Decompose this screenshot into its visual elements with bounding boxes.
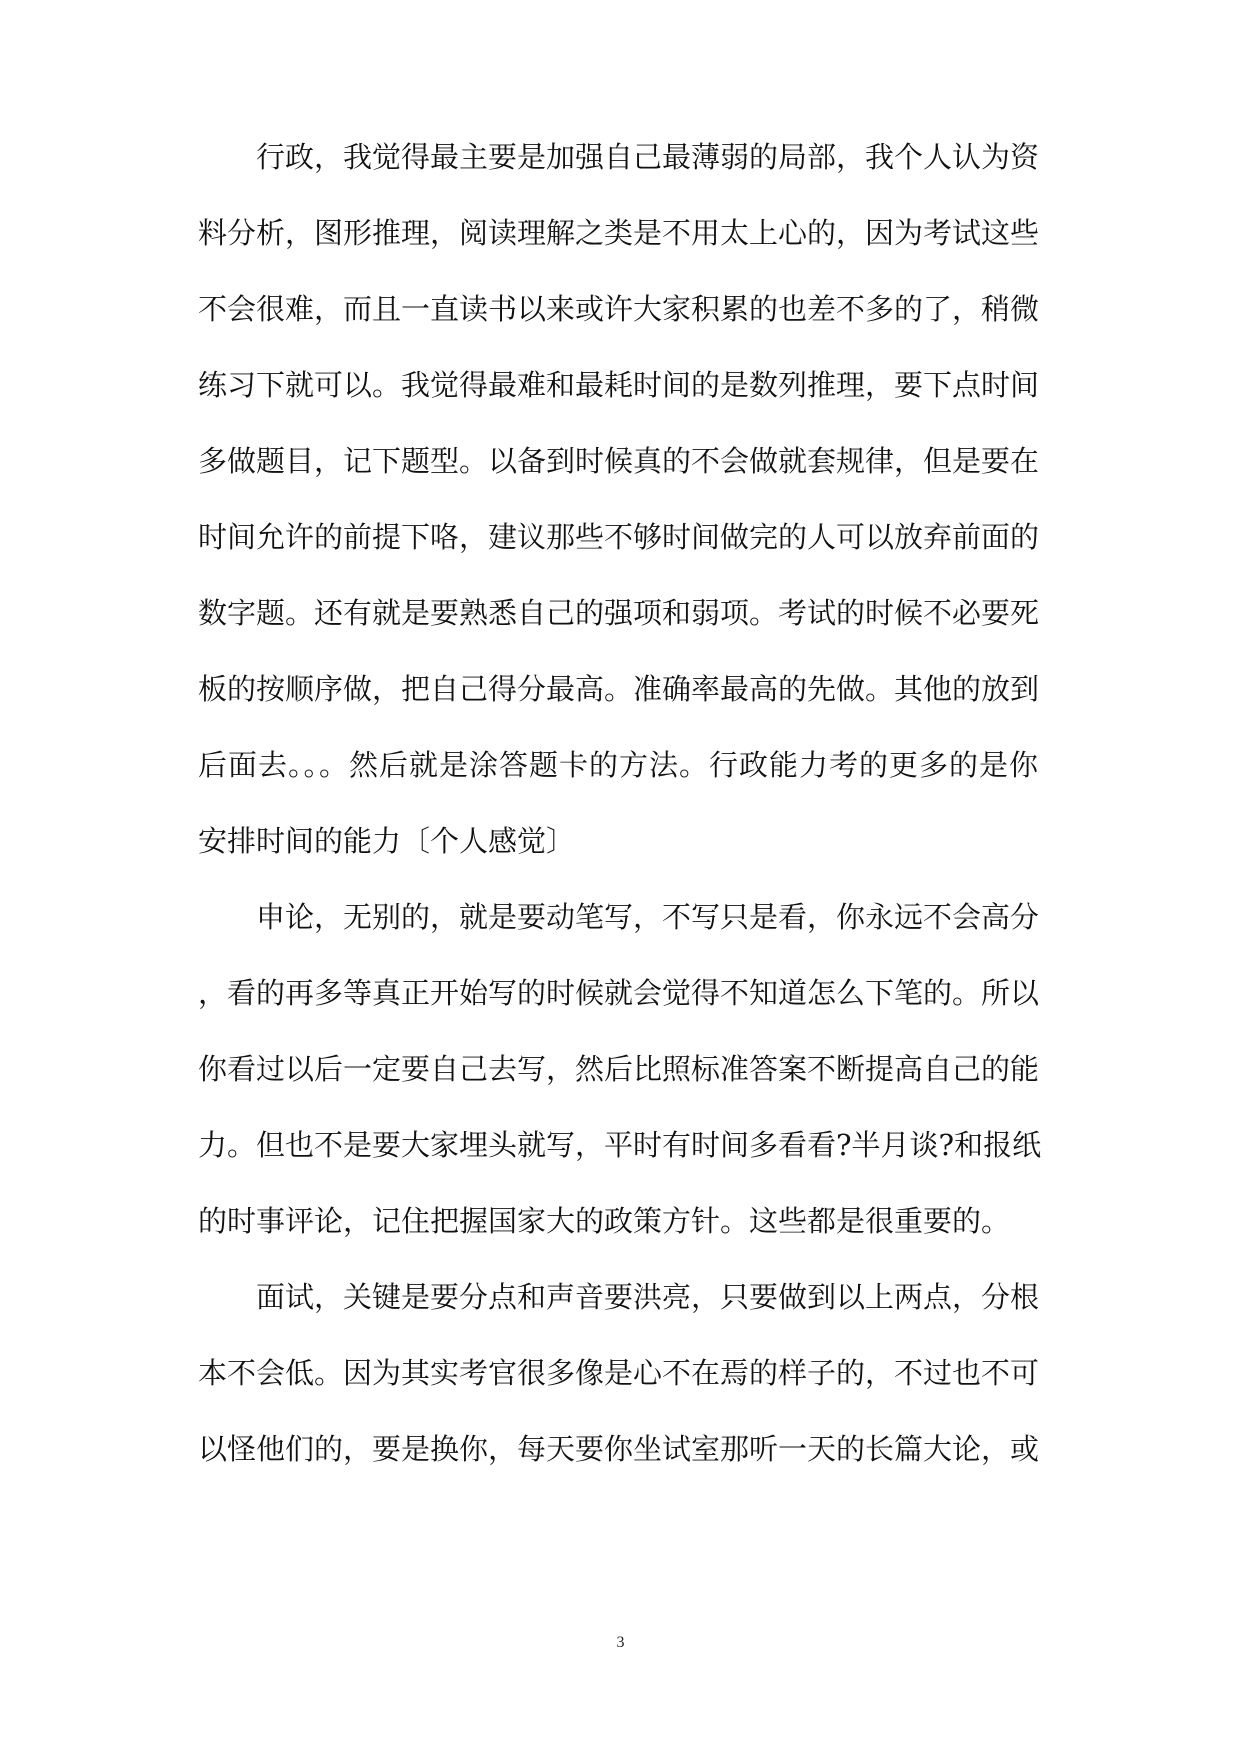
paragraph-line: 行政，我觉得最主要是加强自己最薄弱的局部，我个人认为资 bbox=[256, 140, 1040, 174]
paragraph-line: 时间允许的前提下咯，建议那些不够时间做完的人可以放弃前面的 bbox=[198, 520, 1040, 554]
paragraph-line: ，看的再多等真正开始写的时候就会觉得不知道怎么下笔的。所以 bbox=[198, 976, 1040, 1010]
paragraph-line: 力。但也不是要大家埋头就写，平时有时间多看看?半月谈?和报纸 bbox=[198, 1128, 1042, 1162]
paragraph-line: 多做题目，记下题型。以备到时候真的不会做就套规律，但是要在 bbox=[198, 444, 1040, 478]
paragraph-line: 以怪他们的，要是换你，每天要你坐试室那听一天的长篇大论，或 bbox=[198, 1432, 1040, 1466]
body-text bbox=[198, 138, 1042, 1506]
paragraph-line: 的时事评论，记住把握国家大的政策方针。这些都是很重要的。 bbox=[198, 1204, 1011, 1238]
paragraph-line: 练习下就可以。我觉得最难和最耗时间的是数列推理，要下点时间 bbox=[198, 368, 1040, 402]
paragraph-line: 你看过以后一定要自己去写，然后比照标准答案不断提高自己的能 bbox=[198, 1052, 1040, 1086]
paragraph-line: 板的按顺序做，把自己得分最高。准确率最高的先做。其他的放到 bbox=[198, 672, 1040, 706]
paragraph-line: 料分析，图形推理，阅读理解之类是不用太上心的，因为考试这些 bbox=[198, 216, 1040, 250]
paragraph-line: 申论，无别的，就是要动笔写，不写只是看，你永远不会高分 bbox=[256, 900, 1040, 934]
paragraph-line: 本不会低。因为其实考官很多像是心不在焉的样子的，不过也不可 bbox=[198, 1356, 1040, 1390]
paragraph-line: 安排时间的能力〔个人感觉〕 bbox=[198, 824, 576, 858]
paragraph-line: 后面去。。。然后就是涂答题卡的方法。行政能力考的更多的是你 bbox=[198, 748, 1038, 782]
paragraph-line: 不会很难，而且一直读书以来或许大家积累的也差不多的了，稍微 bbox=[198, 292, 1040, 326]
page-number: 3 bbox=[616, 1634, 625, 1651]
paragraph-line: 面试，关键是要分点和声音要洪亮，只要做到以上两点，分根 bbox=[256, 1280, 1040, 1314]
paragraph-line: 数字题。还有就是要熟悉自己的强项和弱项。考试的时候不必要死 bbox=[198, 596, 1040, 630]
